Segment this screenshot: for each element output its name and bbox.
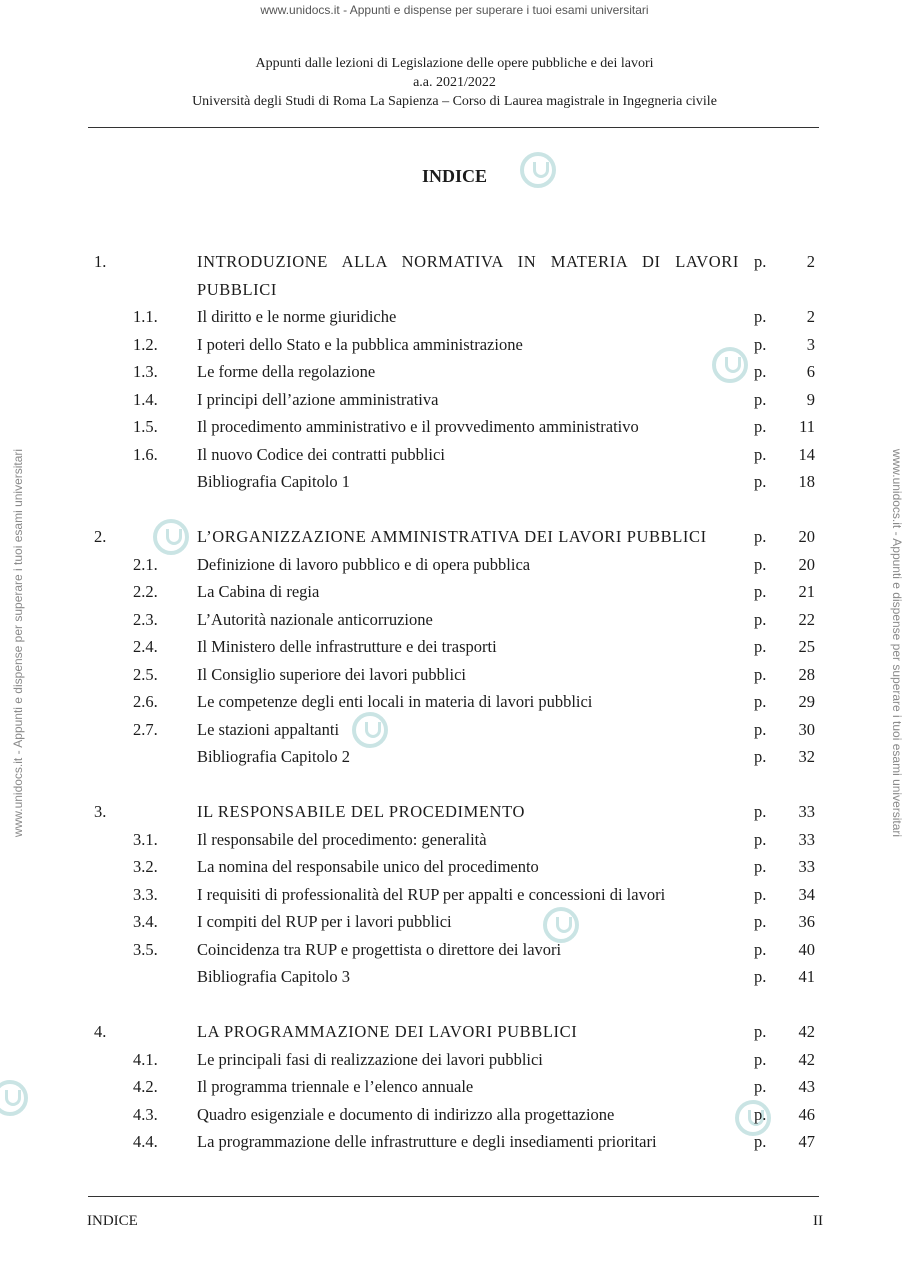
- toc-page-prefix: p.: [754, 334, 767, 354]
- toc-entry-title: I requisiti di professionalità del RUP per appalti e concessioni di lavori: [197, 884, 666, 904]
- toc-entry-title: INTRODUZIONE ALLA NORMATIVA IN MATERIA DI LAVORI PUBBLICI: [197, 252, 739, 299]
- toc-entry-number: 3.3.: [133, 884, 158, 904]
- toc-page-prefix: p.: [754, 857, 767, 876]
- toc-page-number: 29: [798, 692, 815, 711]
- toc-page-prefix: p.: [754, 637, 767, 656]
- toc-page-prefix: p.: [754, 692, 767, 711]
- toc-entry-title: Il nuovo Codice dei contratti pubblici: [197, 444, 445, 464]
- toc-page-number: 25: [798, 637, 815, 656]
- toc-page-prefix: p.: [754, 939, 767, 959]
- toc-page-prefix: p.: [754, 554, 767, 574]
- toc-page-prefix: p.: [754, 417, 767, 436]
- toc-chapter-entry: [0, 248, 909, 303]
- toc-page-number: 3: [806, 334, 815, 354]
- toc-entry-title: Il procedimento amministrativo e il provvedimento amministrativo: [197, 417, 639, 436]
- toc-entry-title: Il Consiglio superiore dei lavori pubblici: [197, 664, 466, 684]
- toc-entry-number: 2.4.: [133, 637, 158, 656]
- toc-entry-number: 4.1.: [133, 1049, 158, 1069]
- toc-entry-title: L’ORGANIZZAZIONE AMMINISTRATIVA DEI LAVORI PUBBLICI: [197, 527, 707, 546]
- header-course-title: Appunti dalle lezioni di Legislazione delle opere pubbliche e dei lavori: [255, 56, 654, 71]
- toc-page-number: 22: [798, 609, 815, 629]
- toc-entry-title: I principi dell’azione amministrativa: [197, 389, 439, 409]
- toc-entry-number: 2.: [94, 527, 107, 546]
- toc-entry-title: Le principali fasi di realizzazione dei lavori pubblici: [197, 1049, 543, 1069]
- toc-page-number: 40: [798, 939, 815, 959]
- toc-page-number: 41: [798, 967, 815, 986]
- toc-entry-title: Coincidenza tra RUP e progettista o direttore dei lavori: [197, 939, 562, 959]
- toc-page-number: 36: [798, 912, 815, 931]
- toc-page-number: 28: [798, 664, 815, 684]
- toc-page-prefix: p.: [754, 884, 767, 904]
- toc-entry-number: 1.3.: [133, 362, 158, 381]
- toc-page-prefix: p.: [754, 912, 767, 931]
- toc-page-prefix: p.: [754, 472, 767, 491]
- toc-page-number: 30: [798, 719, 815, 739]
- toc-page-number: 32: [798, 747, 815, 766]
- toc-page-number: 14: [798, 444, 815, 464]
- toc-page-number: 11: [799, 417, 815, 436]
- toc-page-number: 2: [806, 307, 815, 326]
- footer-section-label: INDICE: [87, 1213, 138, 1229]
- toc-entry-title: Quadro esigenziale e documento di indirizzo alla progettazione: [197, 1104, 615, 1124]
- toc-section-entry: [0, 551, 909, 579]
- toc-section-entry: [0, 468, 909, 496]
- toc-page-number: 9: [806, 389, 815, 409]
- header-rule: [88, 127, 819, 128]
- toc-page-prefix: p.: [754, 829, 767, 849]
- toc-page-prefix: p.: [754, 582, 767, 601]
- toc-section-entry: [0, 1128, 909, 1156]
- toc-page-number: 33: [798, 802, 815, 821]
- toc-entry-title: Il responsabile del procedimento: generalità: [197, 829, 487, 849]
- toc-page-prefix: p.: [754, 719, 767, 739]
- toc-section-entry: [0, 331, 909, 359]
- toc-page-prefix: p.: [754, 967, 767, 986]
- toc-entry-number: 1.5.: [133, 417, 158, 436]
- toc-entry-title: La programmazione delle infrastrutture e degli insediamenti prioritari: [197, 1132, 657, 1151]
- toc-entry-number: 3.: [94, 802, 107, 821]
- watermark-top-banner: www.unidocs.it - Appunti e dispense per superare i tuoi esami universitari: [260, 3, 649, 17]
- toc-entry-title: Le forme della regolazione: [197, 362, 376, 381]
- toc-page-number: 6: [806, 362, 815, 381]
- toc-entry-title: Bibliografia Capitolo 2: [197, 747, 351, 766]
- toc-entry-title: Bibliografia Capitolo 3: [197, 967, 351, 986]
- header-academic-year: a.a. 2021/2022: [413, 75, 496, 90]
- toc-entry-number: 1.2.: [133, 334, 158, 354]
- toc-entry-number: 4.2.: [133, 1077, 158, 1096]
- toc-page-prefix: p.: [754, 1132, 767, 1151]
- toc-entry-number: 3.1.: [133, 829, 158, 849]
- toc-page-number: 20: [798, 554, 815, 574]
- toc-section-entry: [0, 358, 909, 386]
- toc-entry-number: 1.: [94, 252, 107, 271]
- toc-entry-number: 1.6.: [133, 444, 158, 464]
- toc-page-number: 20: [798, 527, 815, 546]
- toc-page-number: 34: [798, 884, 815, 904]
- toc-section-entry: [0, 303, 909, 331]
- toc-entry-title: Il programma triennale e l’elenco annuale: [197, 1077, 474, 1096]
- toc-entry-title: Il diritto e le norme giuridiche: [197, 307, 397, 326]
- toc-section-entry: [0, 963, 909, 991]
- toc-section-entry: [0, 661, 909, 689]
- toc-page-number: 2: [806, 252, 815, 271]
- toc-entry-number: 2.6.: [133, 692, 158, 711]
- toc-entry-title: I compiti del RUP per i lavori pubblici: [197, 912, 452, 931]
- toc-entry-number: 2.1.: [133, 554, 158, 574]
- toc-page-prefix: p.: [754, 389, 767, 409]
- toc-chapter-entry: [0, 1018, 909, 1046]
- toc-page-prefix: p.: [754, 664, 767, 684]
- toc-section-entry: [0, 386, 909, 414]
- toc-entry-number: 3.4.: [133, 912, 158, 931]
- table-of-contents: [0, 248, 909, 1156]
- toc-section-entry: [0, 716, 909, 744]
- toc-entry-number: 1.4.: [133, 389, 158, 409]
- toc-entry-title: IL RESPONSABILE DEL PROCEDIMENTO: [197, 802, 525, 821]
- page-title: INDICE: [421, 166, 487, 186]
- toc-section-entry: [0, 441, 909, 469]
- watermark-right-banner: www.unidocs.it - Appunti e dispense per superare i tuoi esami universitari: [890, 448, 904, 838]
- toc-entry-number: 4.3.: [133, 1104, 158, 1124]
- toc-page-prefix: p.: [754, 1049, 767, 1069]
- toc-section-entry: [0, 1101, 909, 1129]
- toc-page-prefix: p.: [754, 527, 767, 546]
- toc-section-entry: [0, 743, 909, 771]
- toc-page-prefix: p.: [754, 1104, 767, 1124]
- toc-page-number: 33: [798, 829, 815, 849]
- toc-section-entry: [0, 606, 909, 634]
- toc-section-entry: [0, 688, 909, 716]
- toc-entry-title: Il Ministero delle infrastrutture e dei trasporti: [197, 637, 497, 656]
- toc-section-entry: [0, 633, 909, 661]
- toc-page-prefix: p.: [754, 802, 767, 821]
- toc-page-number: 33: [798, 857, 815, 876]
- toc-entry-title: Definizione di lavoro pubblico e di opera pubblica: [197, 554, 531, 574]
- toc-entry-number: 1.1.: [133, 307, 158, 326]
- toc-entry-title: Le stazioni appaltanti: [197, 719, 340, 739]
- toc-section-entry: [0, 853, 909, 881]
- toc-entry-number: 3.2.: [133, 857, 158, 876]
- toc-section-entry: [0, 1046, 909, 1074]
- toc-page-prefix: p.: [754, 1077, 767, 1096]
- toc-entry-number: 2.7.: [133, 719, 158, 739]
- toc-chapter-entry: [0, 523, 909, 551]
- toc-page-prefix: p.: [754, 609, 767, 629]
- toc-section-entry: [0, 826, 909, 854]
- toc-entry-title: I poteri dello Stato e la pubblica amministrazione: [197, 334, 523, 354]
- toc-entry-number: 3.5.: [133, 939, 158, 959]
- watermark-left-banner: www.unidocs.it - Appunti e dispense per superare i tuoi esami universitari: [11, 448, 25, 838]
- toc-section-entry: [0, 1073, 909, 1101]
- toc-chapter-entry: [0, 798, 909, 826]
- document-header: [0, 54, 909, 111]
- toc-entry-number: 4.: [94, 1022, 107, 1041]
- toc-page-number: 47: [798, 1132, 815, 1151]
- toc-entry-title: LA PROGRAMMAZIONE DEI LAVORI PUBBLICI: [197, 1022, 578, 1041]
- toc-entry-number: 4.4.: [133, 1132, 158, 1151]
- toc-section-entry: [0, 881, 909, 909]
- toc-page-number: 42: [798, 1049, 815, 1069]
- toc-entry-title: La Cabina di regia: [197, 582, 320, 601]
- toc-page-prefix: p.: [754, 444, 767, 464]
- toc-entry-title: Le competenze degli enti locali in materia di lavori pubblici: [197, 692, 593, 711]
- toc-page-prefix: p.: [754, 1022, 767, 1041]
- toc-section-entry: [0, 413, 909, 441]
- toc-page-prefix: p.: [754, 307, 767, 326]
- toc-page-number: 43: [798, 1077, 815, 1096]
- toc-section-entry: [0, 578, 909, 606]
- toc-page-prefix: p.: [754, 252, 767, 271]
- toc-section-entry: [0, 936, 909, 964]
- toc-entry-title: La nomina del responsabile unico del procedimento: [197, 857, 539, 876]
- toc-entry-number: 2.5.: [133, 664, 158, 684]
- toc-page-prefix: p.: [754, 362, 767, 381]
- toc-page-number: 42: [798, 1022, 815, 1041]
- footer-rule: [88, 1196, 819, 1197]
- toc-page-prefix: p.: [754, 747, 767, 766]
- toc-page-number: 46: [798, 1104, 815, 1124]
- header-university: Università degli Studi di Roma La Sapienza – Corso di Laurea magistrale in Ingegneria civile: [192, 94, 717, 109]
- toc-entry-number: 2.3.: [133, 609, 158, 629]
- toc-entry-title: Bibliografia Capitolo 1: [197, 472, 351, 491]
- toc-section-entry: [0, 908, 909, 936]
- footer-page-number: II: [813, 1213, 823, 1229]
- toc-page-number: 21: [798, 582, 815, 601]
- toc-page-number: 18: [798, 472, 815, 491]
- toc-entry-number: 2.2.: [133, 582, 158, 601]
- toc-entry-title: L’Autorità nazionale anticorruzione: [197, 609, 433, 629]
